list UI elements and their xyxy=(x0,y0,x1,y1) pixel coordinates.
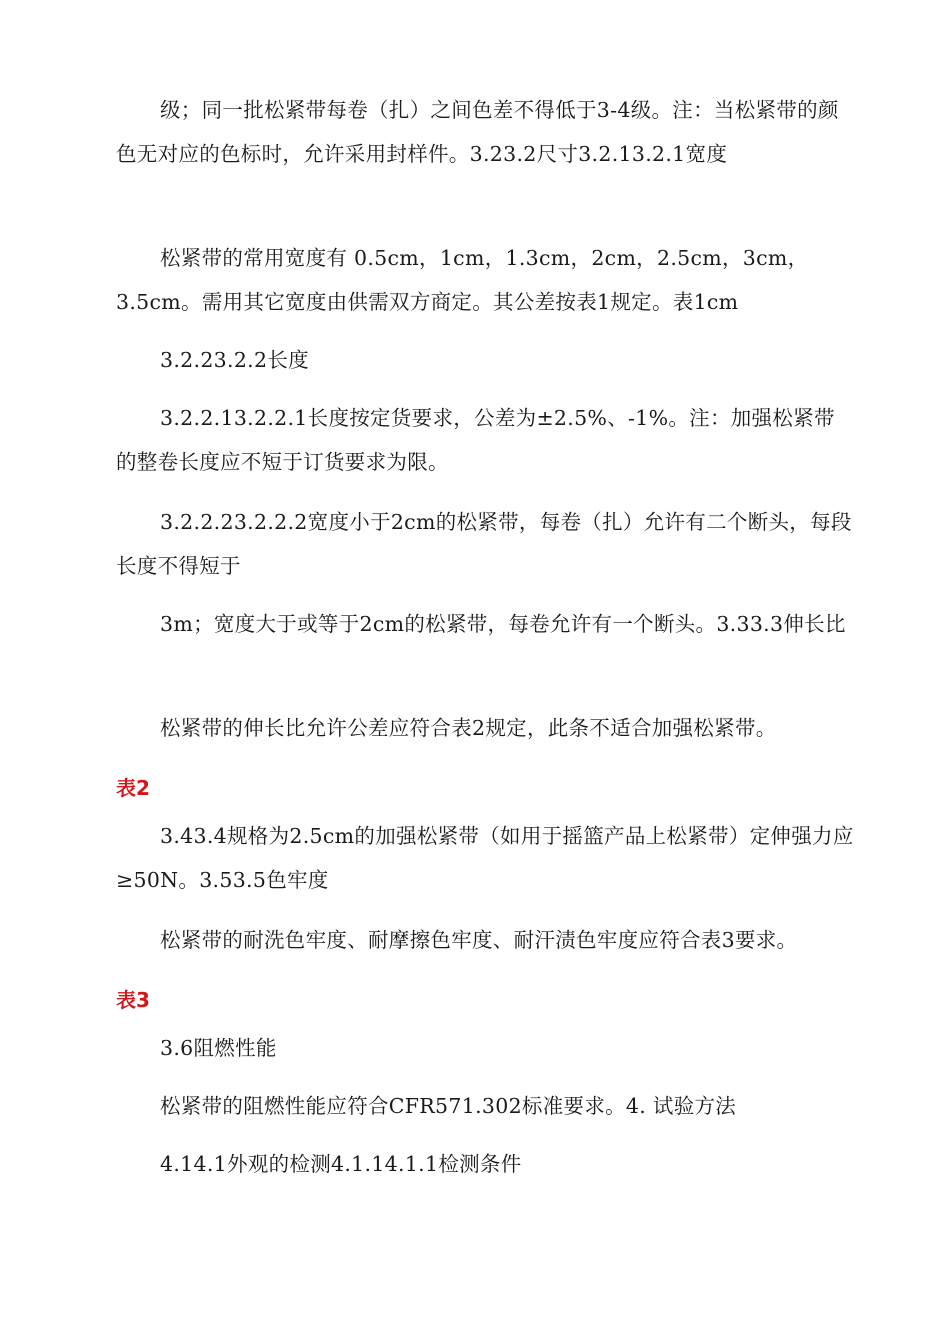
paragraph-length-heading: 3.2.23.2.2长度 xyxy=(160,348,309,372)
paragraph-break-allowance: 3.2.2.23.2.2.2宽度小于2cm的松紧带，每卷（扎）允许有二个断头，每段长度不得短于 xyxy=(116,510,852,578)
paragraph-color-fastness: 松紧带的耐洗色牢度、耐摩擦色牢度、耐汗渍色牢度应符合表3要求。 xyxy=(160,928,798,952)
paragraph-flame-heading: 3.6阻燃性能 xyxy=(160,1036,277,1060)
paragraph-test-conditions: 4.14.1外观的检测4.1.14.1.1检测条件 xyxy=(160,1152,522,1176)
paragraph-color-difference: 级；同一批松紧带每卷（扎）之间色差不得低于3-4级。注：当松紧带的颜色无对应的色标时，允许采用封样件。3.23.2尺寸3.2.13.2.1宽度 xyxy=(116,98,839,166)
paragraph-tensile-strength: 3.43.4规格为2.5cm的加强松紧带（如用于摇篮产品上松紧带）定伸强力应≥50N。3.53.5色牢度 xyxy=(116,824,854,892)
paragraph-elongation: 松紧带的伸长比允许公差应符合表2规定，此条不适合加强松紧带。 xyxy=(160,716,777,740)
table-3-heading: 表3 xyxy=(116,988,150,1012)
paragraph-break-wide: 3m；宽度大于或等于2cm的松紧带，每卷允许有一个断头。3.33.3伸长比 xyxy=(160,612,846,636)
paragraph-length-tolerance: 3.2.2.13.2.2.1长度按定货要求，公差为±2.5%、-1%。注：加强松紧带的整卷长度应不短于订货要求为限。 xyxy=(116,406,835,474)
paragraph-common-widths: 松紧带的常用宽度有 0.5cm，1cm，1.3cm，2cm，2.5cm，3cm，3.5cm。需用其它宽度由供需双方商定。其公差按表1规定。表1cm xyxy=(116,246,809,314)
paragraph-flame-standard: 松紧带的阻燃性能应符合CFR571.302标准要求。4. 试验方法 xyxy=(160,1094,737,1118)
table-2-heading: 表2 xyxy=(116,776,150,800)
